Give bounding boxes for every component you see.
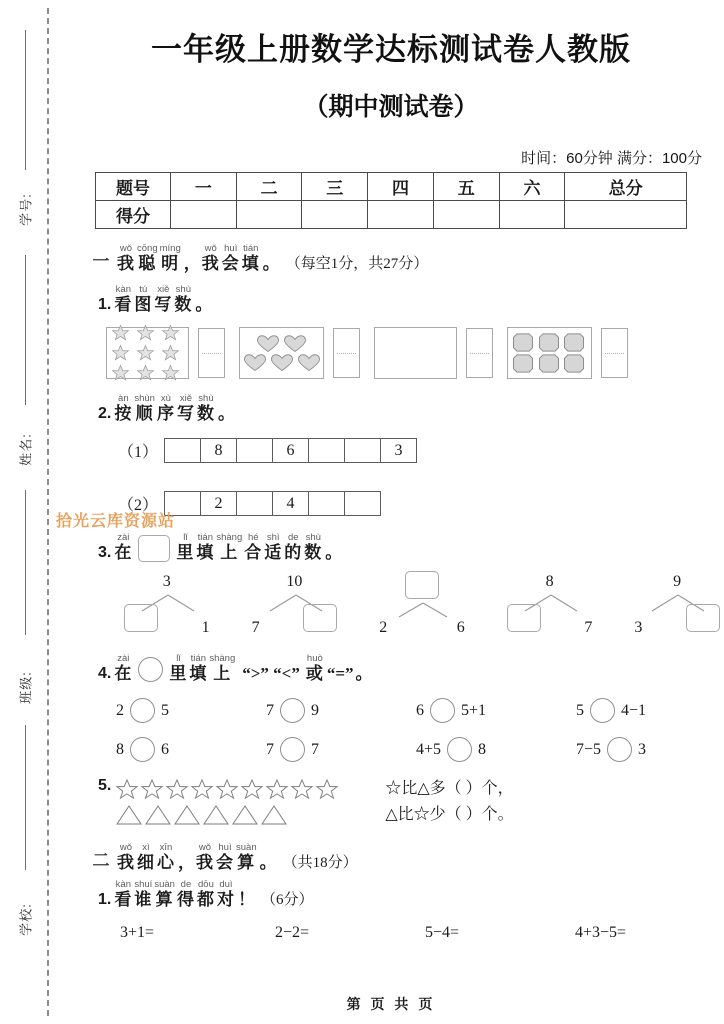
calculation-expression[interactable]: 2−2= [275, 924, 310, 941]
section-number-1: 一 [92, 252, 110, 271]
picture-group-empty [374, 327, 493, 379]
ruby-an: àn 按 [114, 393, 133, 423]
star-icon [161, 324, 180, 342]
comparison-left: 5 [576, 701, 584, 719]
rounded-square-icon [563, 333, 585, 352]
watermark: 拾光云库资源站 [56, 513, 176, 530]
comparison-circle[interactable] [130, 698, 155, 723]
rounded-square-icon [538, 333, 560, 352]
bond-top-blank[interactable] [405, 571, 439, 604]
triangle-line [115, 802, 385, 828]
ruby-suan-6: suàn 算 [154, 879, 175, 909]
page-title: 一年级上册数学达标测试卷人教版 [151, 32, 631, 67]
bond-left-value: 2 [379, 619, 388, 636]
bond-left-value: 3 [634, 619, 643, 636]
ruby-wo-4: wǒ 我 [196, 842, 214, 872]
question-2-period: 。 [217, 404, 235, 423]
heart-icon [243, 354, 267, 372]
ruby-de: de 的 [284, 532, 303, 562]
question-4-number: 4. [98, 665, 112, 682]
question-1-period: 。 [195, 295, 213, 314]
number-bond-3 [375, 573, 469, 639]
star-icon [140, 778, 164, 801]
calculation-expression[interactable]: 3+1= [120, 924, 155, 941]
sequence-cell[interactable] [309, 439, 345, 462]
calculation-row [120, 924, 724, 942]
ruby-tian-3: tián 填 [196, 532, 215, 562]
ruby-xin: xīn 心 [157, 842, 175, 872]
bond-top-value: 9 [673, 573, 682, 590]
question-3-number: 3. [98, 544, 112, 561]
star-icon [161, 364, 180, 382]
comparison-right: 3 [638, 740, 647, 758]
margin-label-name: 姓名: [18, 433, 34, 466]
ruby-dou: dōu 都 [196, 879, 215, 909]
heart-box [239, 327, 324, 379]
comparison-right: 6 [161, 740, 169, 758]
star-icon [161, 344, 180, 362]
ruby-shang: shàng 上 [216, 532, 243, 562]
star-icon [136, 344, 155, 362]
question-5-block [98, 776, 724, 828]
ruby-shun: shùn 顺 [134, 393, 155, 423]
ruby-wo-3: wǒ 我 [117, 842, 135, 872]
heart-icon [270, 354, 294, 372]
ruby-xie-2: xiě 写 [176, 393, 195, 423]
comparison-item [416, 737, 576, 762]
bond-left-value: 7 [251, 619, 260, 636]
score-table-col-5: 五 [433, 173, 499, 201]
ruby-shu-2: shù 数 [196, 393, 215, 423]
comparison-right: 5+1 [461, 701, 487, 719]
comparison-circle[interactable] [280, 737, 305, 762]
rounded-square-icon [563, 354, 585, 373]
sequence-cell[interactable]: 8 [201, 439, 237, 462]
triangle-icon [231, 804, 259, 826]
sequence-cell[interactable]: 4 [273, 492, 309, 515]
score-table-label-score: 得分 [96, 201, 171, 229]
sequence-cell[interactable] [345, 492, 381, 515]
triangle-icon [260, 804, 288, 826]
question-1-heading [98, 284, 724, 315]
comparison-row-2 [116, 737, 724, 762]
star-icon [240, 778, 264, 801]
sequence-row-2 [118, 491, 724, 516]
ruby-he: hé 合 [244, 532, 263, 562]
table-row-scores [96, 201, 687, 229]
ruby-wo-2: wǒ 我 [201, 243, 220, 273]
question-6-exclaim: ！ [237, 890, 255, 909]
question-6-number: 1. [98, 891, 112, 908]
score-cell-2[interactable] [236, 201, 302, 229]
score-table [95, 172, 687, 229]
section-number-2: 二 [92, 851, 110, 870]
comparison-row-1 [116, 698, 724, 723]
bond-top-value: 8 [545, 573, 554, 590]
question-4-symbols: “>” “<” [242, 664, 300, 683]
comparison-circle[interactable] [607, 737, 632, 762]
empty-box [374, 327, 457, 379]
comparison-right: 9 [311, 701, 319, 719]
sequence-label-1: （1） [118, 444, 159, 461]
comparison-item [416, 698, 576, 723]
picture-group-squares [507, 327, 628, 379]
ruby-shang-4: shàng 上 [209, 653, 236, 683]
question-6-points: （6分） [260, 892, 314, 908]
question-4-heading [98, 653, 724, 684]
star-icon [315, 778, 339, 801]
comparison-left: 7−5 [576, 740, 602, 758]
score-table-col-2: 二 [236, 173, 302, 201]
picture-count-row [106, 327, 724, 379]
ruby-tian-4: tián 填 [189, 653, 208, 683]
ruby-tian: tián 填 [241, 243, 260, 273]
comparison-left: 8 [116, 740, 124, 758]
score-table-label-question: 题号 [96, 173, 171, 201]
comparison-right: 8 [478, 740, 487, 758]
comparison-circle[interactable] [130, 737, 155, 762]
answer-box-empty[interactable] [466, 328, 493, 378]
sequence-cell[interactable]: 2 [201, 492, 237, 515]
picture-group-hearts [239, 327, 360, 379]
comparison-left: 2 [116, 701, 124, 719]
question-3-period: 。 [325, 543, 343, 562]
bond-left-blank[interactable] [507, 604, 541, 637]
margin-rule-3 [25, 490, 26, 635]
question-5-number: 5. [98, 777, 112, 794]
star-icon [190, 778, 214, 801]
comparison-item [576, 698, 646, 723]
star-line [115, 776, 385, 802]
section-comma-1: ， [183, 254, 201, 273]
seal-dashed-line [47, 8, 49, 1016]
seal-margin-column [0, 0, 58, 1024]
star-icon [111, 364, 130, 382]
section-points-1: （每空1分，共27分） [285, 256, 429, 272]
star-box [106, 327, 189, 379]
score-cell-1[interactable] [171, 201, 237, 229]
ruby-suan: suàn 算 [236, 842, 257, 872]
margin-label-school: 学校: [18, 903, 34, 936]
comparison-left: 4+5 [416, 740, 442, 758]
ruby-li-4: lǐ 里 [169, 653, 188, 683]
number-bond-2 [248, 573, 342, 639]
sequence-cell[interactable] [309, 492, 345, 515]
question-2-heading [98, 393, 724, 424]
comparison-left: 6 [416, 701, 424, 719]
heart-row-bottom [243, 354, 321, 372]
number-bond-5 [630, 573, 724, 639]
shape-question-2[interactable]: △比☆少（ ）个。 [385, 806, 514, 823]
score-table-col-total: 总分 [565, 173, 687, 201]
answer-box-stars[interactable] [198, 328, 225, 378]
comparison-right: 4−1 [621, 701, 647, 719]
inline-circle-placeholder [138, 657, 163, 682]
sequence-label-2: （2） [118, 497, 159, 514]
star-icon [111, 344, 130, 362]
sequence-strip-2 [164, 491, 381, 516]
ruby-xi: xì 细 [137, 842, 155, 872]
section-points-2: （共18分） [282, 855, 358, 871]
bond-top-value: 3 [162, 573, 171, 590]
bond-right-value: 1 [201, 619, 210, 636]
ruby-kan-6: kàn 看 [114, 879, 133, 909]
calculation-expression[interactable]: 5−4= [425, 924, 460, 941]
comparison-item [116, 698, 266, 723]
star-icon [136, 324, 155, 342]
comparison-item [266, 698, 416, 723]
comparison-circle[interactable] [280, 698, 305, 723]
bond-right-blank[interactable] [686, 604, 720, 637]
question-4-equals: “=” [326, 664, 354, 683]
margin-label-class: 班级: [18, 671, 34, 704]
score-table-col-3: 三 [302, 173, 368, 201]
square-box [507, 327, 592, 379]
score-table-col-4: 四 [368, 173, 434, 201]
comparison-circle[interactable] [430, 698, 455, 723]
ruby-kan: kàn 看 [114, 284, 133, 314]
score-table-col-6: 六 [499, 173, 565, 201]
star-icon [265, 778, 289, 801]
score-cell-5[interactable] [433, 201, 499, 229]
bond-top-value: 10 [286, 573, 303, 590]
margin-rule-1 [25, 30, 26, 170]
ruby-shu-3: shù 数 [304, 532, 323, 562]
margin-rule-2 [25, 255, 26, 405]
rounded-square-icon [512, 333, 534, 352]
rounded-square-icon [512, 354, 534, 373]
ruby-hui: huì 会 [221, 243, 240, 273]
ruby-de-6: de 得 [176, 879, 195, 909]
ruby-tu: tú 图 [134, 284, 153, 314]
section-header-2 [86, 842, 724, 873]
ruby-ming: míng 明 [159, 243, 181, 273]
question-3-heading [98, 532, 724, 563]
question-2-number: 2. [98, 405, 112, 422]
comparison-left: 7 [266, 701, 274, 719]
ruby-shui: shuí 谁 [134, 879, 153, 909]
number-bond-1 [120, 573, 214, 639]
sequence-strip-1 [164, 438, 417, 463]
inline-square-placeholder [138, 535, 170, 562]
ruby-dui: duì 对 [216, 879, 235, 909]
comparison-circle[interactable] [447, 737, 472, 762]
section-comma-2: ， [178, 853, 195, 872]
star-icon [290, 778, 314, 801]
sequence-cell[interactable] [237, 439, 273, 462]
comparison-circle[interactable] [590, 698, 615, 723]
answer-box-hearts[interactable] [333, 328, 360, 378]
heart-icon [297, 354, 321, 372]
question-6-heading [98, 879, 724, 910]
comparison-right: 5 [161, 701, 169, 719]
triangle-icon [115, 804, 143, 826]
score-cell-4[interactable] [368, 201, 434, 229]
table-row-question-numbers [96, 173, 687, 201]
comparison-item [266, 737, 416, 762]
section-period-2: 。 [259, 853, 277, 872]
exam-meta-info: 时间：60分钟 满分：100分 [521, 150, 702, 167]
section-header-1 [86, 243, 724, 274]
score-cell-6[interactable] [499, 201, 565, 229]
star-icon [165, 778, 189, 801]
bond-left-blank[interactable] [124, 604, 158, 637]
bond-right-value: 6 [456, 619, 465, 636]
heart-row-top [256, 335, 307, 353]
ruby-zai-4: zài 在 [114, 653, 133, 683]
calculation-expression[interactable]: 4+3−5= [575, 924, 627, 941]
number-bond-row [120, 573, 724, 639]
ruby-li: lǐ 里 [176, 532, 195, 562]
question-1-number: 1. [98, 296, 112, 313]
score-cell-total[interactable] [565, 201, 687, 229]
sequence-cell[interactable] [165, 439, 201, 462]
shape-question-1[interactable]: ☆比△多（ ）个， [385, 780, 514, 797]
number-bond-4 [503, 573, 597, 639]
comparison-left: 7 [266, 740, 274, 758]
margin-rule-4 [25, 725, 26, 870]
ruby-zai: zài 在 [114, 532, 133, 562]
star-icon [111, 324, 130, 342]
heart-icon [256, 335, 280, 353]
comparison-item [576, 737, 646, 762]
picture-group-stars [106, 327, 225, 379]
ruby-xie: xiě 写 [154, 284, 173, 314]
sequence-cell[interactable] [237, 492, 273, 515]
star-icon [215, 778, 239, 801]
star-icon [115, 778, 139, 801]
rounded-square-icon [538, 354, 560, 373]
sequence-cell[interactable]: 3 [381, 439, 417, 462]
ruby-shu: shù 数 [174, 284, 193, 314]
comparison-item [116, 737, 266, 762]
sequence-row-1 [118, 438, 724, 463]
ruby-xu: xù 序 [156, 393, 175, 423]
score-cell-3[interactable] [302, 201, 368, 229]
bond-right-value: 7 [584, 619, 593, 636]
ruby-shi: shì 适 [264, 532, 283, 562]
ruby-hui-2: huì 会 [216, 842, 234, 872]
answer-box-squares[interactable] [601, 328, 628, 378]
star-icon [136, 364, 155, 382]
heart-icon [283, 335, 307, 353]
page-subtitle: （期中测试卷） [303, 93, 479, 121]
ruby-cong: cōng 聪 [137, 243, 158, 273]
comparison-right: 7 [311, 740, 319, 758]
section-period-1: 。 [262, 254, 280, 273]
ruby-wo-1: wǒ 我 [117, 243, 135, 273]
question-4-period: 。 [355, 664, 373, 683]
shape-compare-questions [385, 776, 513, 828]
triangle-icon [173, 804, 201, 826]
sequence-cell[interactable] [345, 439, 381, 462]
bond-right-blank[interactable] [303, 604, 337, 637]
sequence-cell[interactable]: 6 [273, 439, 309, 462]
triangle-icon [144, 804, 172, 826]
ruby-huo: huò 或 [305, 653, 324, 683]
shape-compare-figures [115, 776, 385, 828]
score-table-col-1: 一 [171, 173, 237, 201]
margin-label-student-id: 学号: [18, 193, 34, 226]
triangle-icon [202, 804, 230, 826]
page-footer: 第 页 共 页 [346, 996, 436, 1012]
